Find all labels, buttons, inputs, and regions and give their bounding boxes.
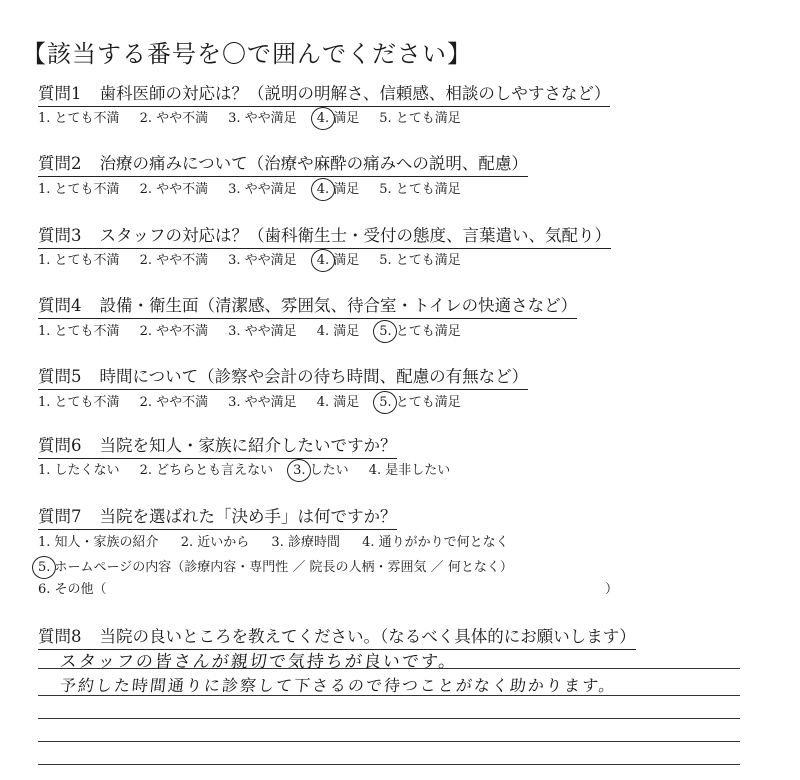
answer-line-5 — [38, 764, 740, 765]
question-3-options — [38, 249, 481, 268]
question-3-number: 質問3 — [38, 226, 82, 245]
q7-option-1-label: 知人・家族の紹介 — [54, 535, 159, 550]
question-1-number: 質問1 — [38, 84, 82, 103]
q7-option-5-number[interactable]: 5. — [38, 560, 51, 575]
q2-option-5-label: とても満足 — [395, 182, 461, 197]
handwritten-answer-2[interactable]: 予約した時間通りに診察して下さるので待つことがなく助かります。 — [58, 676, 618, 695]
question-6-number: 質問6 — [38, 436, 82, 455]
q1-option-2[interactable] — [140, 107, 209, 126]
q3-option-2-label: やや不満 — [156, 253, 209, 268]
question-2-heading — [38, 150, 528, 177]
q4-option-5[interactable] — [379, 320, 461, 339]
question-7-row-1 — [38, 531, 527, 550]
q3-option-3[interactable] — [228, 249, 297, 268]
q3-option-1-number[interactable]: 1. — [38, 253, 51, 268]
q3-option-4-label: 満足 — [333, 253, 360, 268]
q5-option-5-label: とても満足 — [395, 395, 461, 410]
q6-option-1-number[interactable]: 1. — [38, 463, 51, 478]
q7-option-5-label: ホームページの内容（診療内容・専門性 ／ 院長の人柄・雰囲気 ／ 何となく） — [54, 560, 513, 575]
q2-option-3-label: やや満足 — [244, 182, 297, 197]
q2-option-1-label: とても不満 — [54, 182, 120, 197]
q4-option-2-number[interactable]: 2. — [139, 324, 152, 339]
q5-option-4[interactable] — [317, 391, 360, 410]
q7-option-6-label: その他（ — [54, 582, 107, 597]
answer-line-3 — [38, 718, 740, 719]
q6-option-3-number[interactable]: 3. — [293, 463, 306, 478]
q1-option-1-label: とても不満 — [54, 111, 120, 126]
q1-option-1[interactable] — [38, 107, 120, 126]
q5-option-3-number[interactable]: 3. — [228, 395, 241, 410]
q3-option-1[interactable] — [38, 249, 120, 268]
q5-option-1-number[interactable]: 1. — [38, 395, 51, 410]
question-4-number: 質問4 — [38, 296, 82, 315]
q4-option-1-number[interactable]: 1. — [38, 324, 51, 339]
q1-option-2-label: やや不満 — [156, 111, 209, 126]
q2-option-2-number[interactable]: 2. — [139, 182, 152, 197]
q2-option-4[interactable] — [317, 178, 360, 197]
q2-option-3[interactable] — [228, 178, 297, 197]
question-4-options — [38, 320, 481, 339]
question-3-heading — [38, 222, 611, 249]
q4-option-3[interactable] — [228, 320, 297, 339]
q3-option-5-label: とても満足 — [395, 253, 461, 268]
q4-option-1[interactable] — [38, 320, 120, 339]
q1-option-5[interactable] — [379, 107, 461, 126]
question-1-options — [38, 107, 481, 126]
question-2-text: 治療の痛みについて（治療や麻酔の痛みへの説明、配慮） — [99, 154, 528, 173]
q5-option-2-number[interactable]: 2. — [139, 395, 152, 410]
q1-option-4-number[interactable]: 4. — [316, 111, 330, 126]
q6-option-1[interactable] — [38, 459, 120, 478]
q5-option-4-label: 満足 — [333, 395, 360, 410]
page-title: 【該当する番号を〇で囲んでください】 — [22, 40, 472, 68]
q1-option-3-number[interactable]: 3. — [228, 111, 241, 126]
question-5-heading — [38, 363, 528, 390]
q5-option-5-number[interactable]: 5. — [379, 395, 392, 410]
q7-option-4-label: 通りがかりで何となく — [378, 535, 509, 550]
question-6-options — [38, 459, 470, 478]
q7-option-4-number[interactable]: 4. — [362, 535, 375, 550]
question-2-number: 質問2 — [38, 154, 82, 173]
q3-option-3-number[interactable]: 3. — [228, 253, 241, 268]
q1-option-3[interactable] — [228, 107, 297, 126]
q4-option-5-number[interactable]: 5. — [379, 324, 392, 339]
question-5-options — [38, 391, 481, 410]
q1-option-4[interactable] — [317, 107, 360, 126]
q5-option-2[interactable] — [140, 391, 209, 410]
question-6-heading — [38, 432, 397, 459]
q4-option-3-label: やや満足 — [244, 324, 297, 339]
handwritten-answer-1[interactable]: スタッフの皆さんが親切で気持ちが良いです。 — [58, 652, 459, 672]
q2-option-2-label: やや不満 — [156, 182, 209, 197]
question-8-text: 当院の良いところを教えてください。（なるべく具体的にお願いします） — [99, 627, 636, 646]
q6-option-2[interactable] — [140, 459, 274, 478]
q2-option-1[interactable] — [38, 178, 120, 197]
q2-option-4-number[interactable]: 4. — [316, 182, 330, 197]
q2-option-2[interactable] — [140, 178, 209, 197]
q5-option-3[interactable] — [228, 391, 297, 410]
q5-option-3-label: やや満足 — [244, 395, 297, 410]
q4-option-4-number[interactable]: 4. — [316, 324, 330, 339]
q4-option-3-number[interactable]: 3. — [228, 324, 241, 339]
q7-option-1-number[interactable]: 1. — [38, 535, 51, 550]
q5-option-5[interactable] — [379, 391, 461, 410]
question-7-number: 質問7 — [38, 507, 82, 526]
q5-option-4-number[interactable]: 4. — [316, 395, 330, 410]
q6-option-4-number[interactable]: 4. — [368, 463, 382, 478]
question-7-row-3 — [38, 578, 125, 597]
q6-option-4[interactable] — [369, 459, 451, 478]
q7-option-3-number[interactable]: 3. — [271, 535, 284, 550]
question-4-heading — [38, 292, 577, 319]
q3-option-5-number[interactable]: 5. — [379, 253, 392, 268]
q7-option-3-label: 診療時間 — [287, 535, 340, 550]
q6-option-1-label: したくない — [54, 463, 120, 478]
q4-option-4[interactable] — [317, 320, 360, 339]
q1-option-2-number[interactable]: 2. — [139, 111, 152, 126]
q5-option-1[interactable] — [38, 391, 120, 410]
question-1-heading — [38, 80, 610, 107]
answer-line-4 — [38, 741, 740, 742]
question-2-options — [38, 178, 481, 197]
question-8-heading — [38, 623, 636, 650]
q7-option-6-close-paren: ） — [605, 582, 619, 597]
q4-option-2[interactable] — [140, 320, 209, 339]
q2-option-4-label: 満足 — [333, 182, 360, 197]
question-5-text: 時間について（診察や会計の待ち時間、配慮の有無など） — [99, 367, 529, 386]
q3-option-1-label: とても不満 — [54, 253, 120, 268]
q4-option-2-label: やや不満 — [156, 324, 209, 339]
q6-option-4-label: 是非したい — [385, 463, 451, 478]
q4-option-5-label: とても満足 — [395, 324, 461, 339]
q4-option-1-label: とても不満 — [54, 324, 120, 339]
q3-option-2-number[interactable]: 2. — [139, 253, 152, 268]
q3-option-3-label: やや満足 — [244, 253, 297, 268]
q5-option-2-label: やや不満 — [156, 395, 209, 410]
q1-option-3-label: やや満足 — [244, 111, 297, 126]
q7-option-2-number[interactable]: 2. — [180, 535, 194, 550]
question-7-heading — [38, 503, 397, 530]
q3-option-4[interactable] — [317, 249, 360, 268]
q2-option-1-number[interactable]: 1. — [38, 182, 51, 197]
q6-option-3-label: したい — [309, 463, 349, 478]
question-8-number: 質問8 — [38, 627, 82, 646]
q6-option-2-label: どちらとも言えない — [156, 463, 274, 478]
question-7-text: 当院を選ばれた「決め手」は何ですか？ — [99, 507, 397, 526]
q7-option-6-number[interactable]: 6. — [38, 582, 51, 597]
q6-option-2-number[interactable]: 2. — [139, 463, 152, 478]
q3-option-4-number[interactable]: 4. — [316, 253, 330, 268]
q4-option-4-label: 満足 — [333, 324, 360, 339]
q2-option-5-number[interactable]: 5. — [379, 182, 392, 197]
q5-option-1-label: とても不満 — [54, 395, 120, 410]
q1-option-1-number[interactable]: 1. — [38, 111, 51, 126]
question-4-text: 設備・衛生面（清潔感、雰囲気、待合室・トイレの快適さなど） — [99, 296, 578, 315]
q1-option-5-label: とても満足 — [395, 111, 461, 126]
q3-option-2[interactable] — [140, 249, 209, 268]
q1-option-5-number[interactable]: 5. — [379, 111, 392, 126]
q2-option-5[interactable] — [379, 178, 461, 197]
q6-option-3[interactable] — [293, 459, 349, 478]
question-5-number: 質問5 — [38, 367, 82, 386]
q7-option-2-label: 近いから — [197, 535, 250, 550]
q1-option-4-label: 満足 — [333, 111, 360, 126]
q3-option-5[interactable] — [379, 249, 461, 268]
question-1-text: 歯科医師の対応は？（説明の明解さ、信頼感、相談のしやすさなど） — [99, 84, 611, 103]
q2-option-3-number[interactable]: 3. — [228, 182, 241, 197]
question-3-text: スタッフの対応は？（歯科衛生士・受付の態度、言葉遣い、気配り） — [99, 226, 611, 245]
question-7-row-2 — [38, 556, 531, 575]
question-6-text: 当院を知人・家族に紹介したいですか？ — [99, 436, 397, 455]
